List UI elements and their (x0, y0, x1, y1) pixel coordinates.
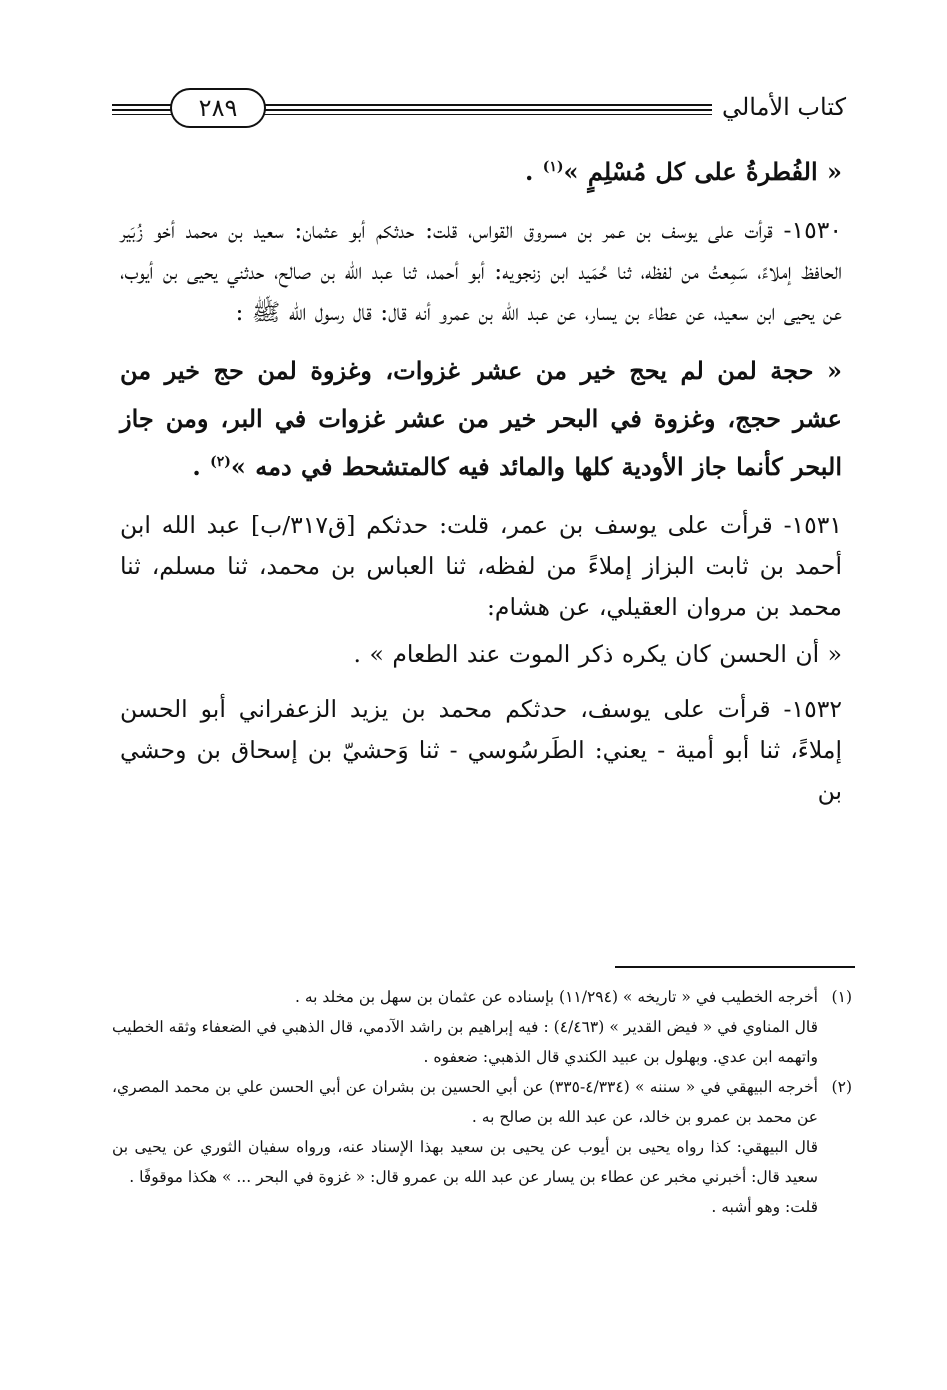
footnote-text: قال المناوي في « فيض القدير » (٤/٤٦٣) : فيه إبراهيم بن راشد الآدمي، قال الذهبي في الضعفاء وثقه الخطيب واتهمه ابن عدي. وبهلول بن عبيد الكندي قال الذهبي: ضعفوه . (112, 1018, 818, 1066)
footnote-ref: (٢) (210, 454, 231, 470)
footnote-number: (١) (831, 988, 852, 1006)
footnote-number: (٢) (831, 1078, 852, 1096)
footnote-text: قال البيهقي: كذا رواه يحيى بن أيوب عن يحيى بن سعيد بهذا الإسناد عنه، ورواه سفيان الثوري عن يحيى بن سعيد قال: أخبرني مخبر عن عطاء بن يسار عن عبد الله بن عمرو قال: « غزوة في البحر ... » هكذا موقوفًا . (112, 1138, 818, 1186)
paragraph-1531: ١٥٣١- قرأت على يوسف بن عمر، قلت: حدثكم [ق٣١٧/ب] عبد الله ابن أحمد بن ثابت البزاز إملاءً من لفظه، ثنا العباس بن محمد، ثنا مسلم، ثنا محمد بن مروان العقيلي، عن هشام: (120, 511, 843, 621)
footnotes (112, 982, 852, 1222)
page-header (112, 86, 852, 142)
paragraph-1530: ١٥٣٠- قرأت على يوسف بن عمر بن مسروق القواس، قلت: حدثكم أبو عثمان: سعيد بن محمد أخو زُبَير الحافظ إملاءً، سَمِعتُ من لفظه، ثنا حُمَيد ابن زنجويه: أبو أحمد، ثنا عبد الله بن صالح، حدثني يحيى بن أيوب، عن يحيى ابن سعيد، عن عطاء بن يسار، عن عبد الله بن عمرو أنه قال: قال رسول الله ﷺ : (120, 216, 842, 326)
footnote-ref: (١) (542, 159, 564, 175)
footnote-separator (615, 966, 855, 968)
footnote-text: قلت: وهو أشبه . (711, 1198, 818, 1216)
footnote-text: أخرجه البيهقي في « سننه » (٤/٣٣٤-٣٣٥) عن أبي الحسين بن بشران عن أبي الحسن علي بن محمد المصري، عن محمد بن عمرو بن خالد، عن عبد الله بن صالح به . (112, 1078, 818, 1126)
hadith-quote: « الفُطرةُ على كل مُسْلِمٍ »$^{(١)}$ . (525, 157, 842, 186)
footnote-1 (112, 982, 852, 1072)
footnote-2 (112, 1072, 852, 1222)
hadith-quote: « حجة لمن لم يحج خير من عشر غزوات، وغزوة لمن حج خير من عشر حجج، وغزوة في البحر خير من عشر غزوات في البر، ومن جاز البحر كأنما جاز الأودية كلها والمائد فيه كالمتشحط في دمه »$^{(٢)}$ . (120, 356, 842, 481)
footnote-text: أخرجه الخطيب في « تاريخه » (١١/٢٩٤) بإسناده عن عثمان بن سهل بن مخلد به . (294, 988, 818, 1006)
paragraph-1532: ١٥٣٢- قرأت على يوسف، حدثكم محمد بن يزيد الزعفراني أبو الحسن إملاءً، ثنا أبو أمية - يعني: الطَرسُوسي - ثنا وَحشيّ بن إسحاق بن وحشي بن (120, 695, 842, 805)
page-number (170, 88, 266, 128)
book-title: كتاب الأمالي (712, 90, 852, 124)
main-text (120, 148, 842, 812)
page-number-text: ٢٨٩ (198, 94, 238, 122)
narration-quote: « أن الحسن كان يكره ذكر الموت عند الطعام » . (353, 640, 842, 668)
